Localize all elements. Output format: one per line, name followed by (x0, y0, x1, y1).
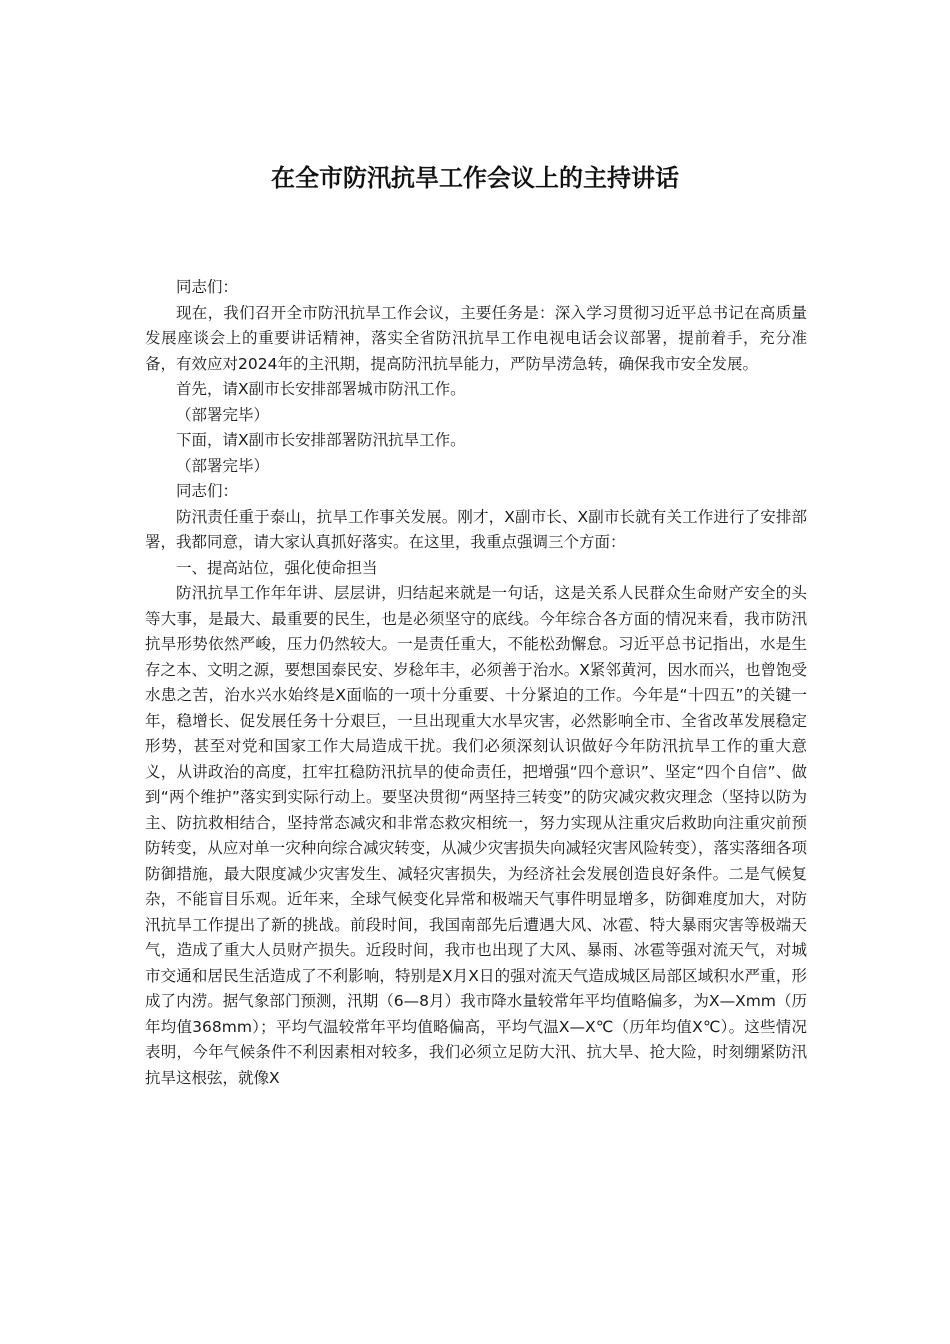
section-body: 防汛抗旱工作年年讲、层层讲，归结起来就是一句话，这是关系人民群众生命财产安全的头等大事，是最大、最重要的民生，也是必须坚守的底线。今年综合各方面的情况来看，我市防汛抗旱形势依然严峻，压力仍然较大。一是责任重大，不能松劲懈怠。习近平总书记指出，水是生存之本、文明之源，要想国泰民安、岁稔年丰，必须善于治水。X紧邻黄河，因水而兴，也曾饱受水患之苦，治水兴水始终是X面临的一项十分重要、十分紧迫的工作。今年是“十四五”的关键一年，稳增长、促发展任务十分艰巨，一旦出现重大水旱灾害，必然影响全市、全省改革发展稳定形势，甚至对党和国家工作大局造成干扰。我们必须深刻认识做好今年防汛抗旱工作的重大意义，从讲政治的高度，扛牢扛稳防汛抗旱的使命责任，把增强“四个意识”、坚定“四个自信”、做到“两个维护”落实到实际行动上。要坚决贯彻“两坚持三转变”的防灾减灾救灾理念（坚持以防为主、防抗救相结合，坚持常态减灾和非常态救灾相统一，努力实现从注重灾后救助向注重灾前预防转变，从应对单一灾种向综合减灾转变，从减少灾害损失向减轻灾害风险转变），落实落细各项防御措施，最大限度减少灾害发生、减轻灾害损失，为经济社会发展创造良好条件。二是气候复杂，不能盲目乐观。近年来，全球气候变化异常和极端天气事件明显增多，防御难度加大，对防汛抗旱工作提出了新的挑战。前段时间，我国南部先后遭遇大风、冰雹、特大暴雨灾害等极端天气，造成了重大人员财产损失。近段时间，我市也出现了大风、暴雨、冰雹等强对流天气，对城市交通和居民生活造成了不利影响，特别是X月X日的强对流天气造成城区局部区域积水严重，形成了内涝。据气象部门预测，汛期（6—8月）我市降水量较常年平均值略偏多，为X—Xmm（历年均值368mm）；平均气温较常年平均值略偏高，平均气温X—X℃（历年均值X℃）。这些情况表明，今年气候条件不利因素相对较多，我们必须立足防大汛、抗大旱、抢大险，时刻绷紧防汛抗旱这根弦，就像X (145, 584, 807, 1087)
first-arrangement: 首先，请X副市长安排部署城市防汛工作。 (176, 380, 466, 398)
arrangement-done-note: （部署完毕） (176, 456, 270, 475)
salutation: 同志们： (176, 482, 239, 500)
arrangement-done-note: （部署完毕） (176, 405, 270, 424)
document-body (145, 275, 807, 1091)
document-title: 在全市防汛抗旱工作会议上的主持讲话 (271, 164, 679, 192)
section-heading: 一、提高站位，强化使命担当 (176, 558, 378, 577)
opening-paragraph: 现在，我们召开全市防汛抗旱工作会议，主要任务是：深入学习贯彻习近平总书记在高质量发展座谈会上的重要讲话精神，落实全省防汛抗旱工作电视电话会议部署，提前着手，充分准备，有效应对2024年的主汛期，提高防汛抗旱能力，严防旱涝急转，确保我市安全发展。 (145, 303, 807, 373)
salutation: 同志们： (176, 278, 239, 296)
second-arrangement: 下面，请X副市长安排部署防汛抗旱工作。 (176, 431, 466, 449)
intro-paragraph: 防汛责任重于泰山，抗旱工作事关发展。刚才，X副市长、X副市长就有关工作进行了安排部署，我都同意，请大家认真抓好落实。在这里，我重点强调三个方面： (145, 507, 807, 551)
